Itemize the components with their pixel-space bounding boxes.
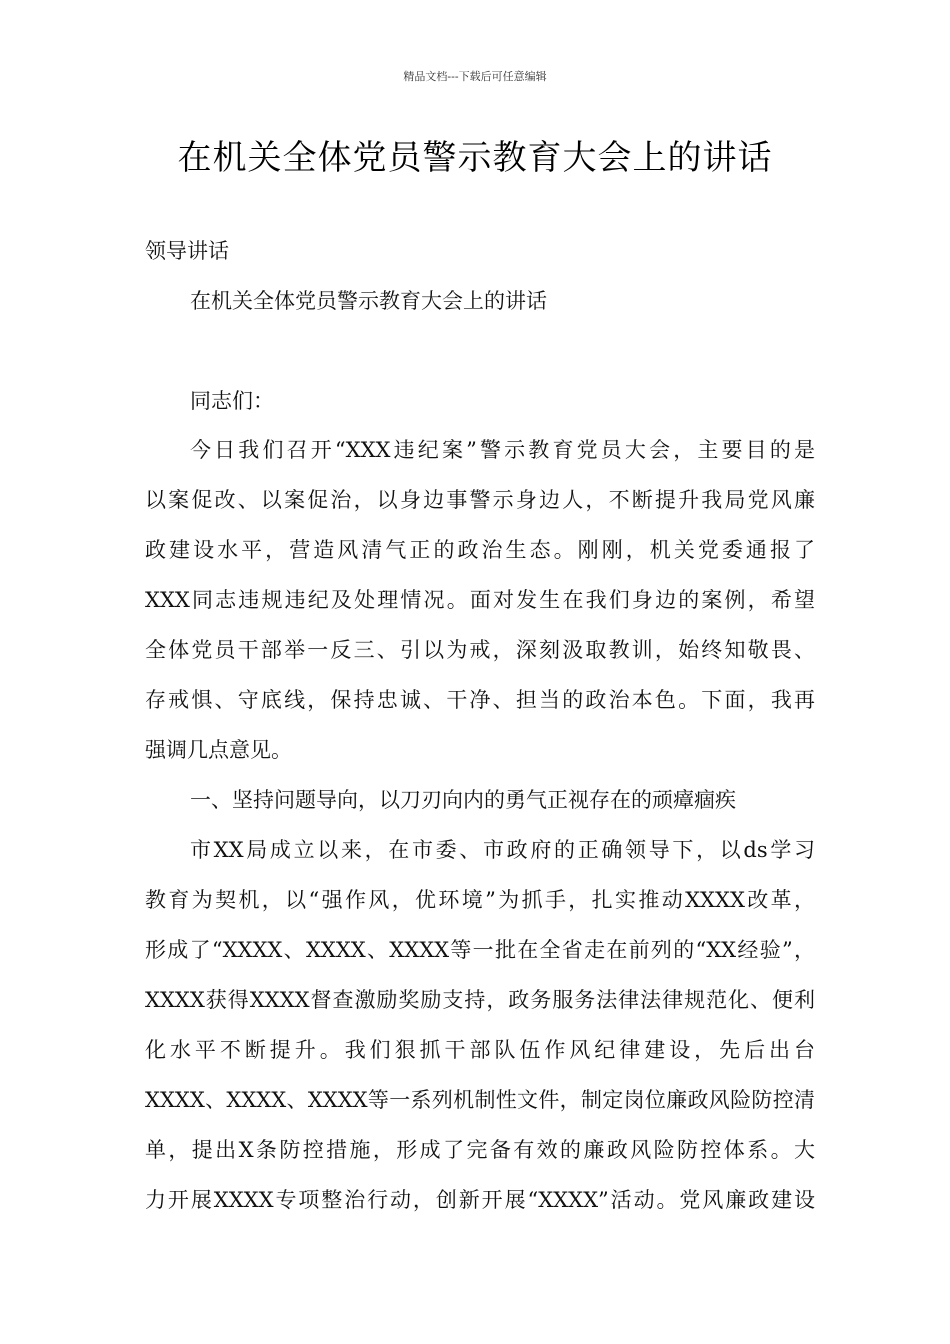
body-line: 今日我们召开“XXX违纪案”警示教育党员大会，主要目的是 (190, 438, 815, 462)
body-line: 教育为契机，以“强作风，优环境”为抓手，扎实推动XXXX改革， (145, 888, 815, 912)
body-line: 力开展XXXX专项整治行动，创新开展“XXXX”活动。党风廉政建设 (145, 1188, 815, 1212)
body-line: 以案促改、以案促治，以身边事警示身边人，不断提升我局党风廉 (145, 488, 815, 512)
body-line: 存戒惧、守底线，保持忠诚、干净、担当的政治本色。下面，我再 (145, 688, 815, 712)
body-line: XXX同志违规违纪及处理情况。面对发生在我们身边的案例，希望 (145, 588, 815, 612)
body-line: XXXX获得XXXX督查激励奖励支持，政务服务法律法律规范化、便利 (145, 988, 815, 1012)
body-line: 政建设水平，营造风清气正的政治生态。刚刚，机关党委通报了 (145, 538, 815, 562)
body-line: 化水平不断提升。我们狠抓干部队伍作风纪律建设，先后出台 (145, 1038, 815, 1062)
body-line: 全体党员干部举一反三、引以为戒，深刻汲取教训，始终知敬畏、 (145, 638, 815, 662)
body-line: 形成了“XXXX、XXXX、XXXX等一批在全省走在前列的“XX经验”， (145, 938, 815, 962)
category-label: 领导讲话 (145, 239, 229, 263)
section-heading: 一、坚持问题导向，以刀刃向内的勇气正视存在的顽瘴痼疾 (190, 788, 736, 812)
body-line: XXXX、XXXX、XXXX等一系列机制性文件，制定岗位廉政风险防控清 (145, 1088, 815, 1112)
body-line: 单，提出X条防控措施，形成了完备有效的廉政风险防控体系。大 (145, 1138, 815, 1162)
page-title: 在机关全体党员警示教育大会上的讲话 (177, 138, 773, 178)
salutation: 同志们： (190, 389, 274, 413)
body-line: 强调几点意见。 (145, 738, 292, 762)
header-note: 精品文档---下载后可任意编辑 (403, 70, 547, 83)
subtitle: 在机关全体党员警示教育大会上的讲话 (190, 289, 547, 313)
body-line: 市XX局成立以来，在市委、市政府的正确领导下，以ds学习 (190, 838, 815, 862)
